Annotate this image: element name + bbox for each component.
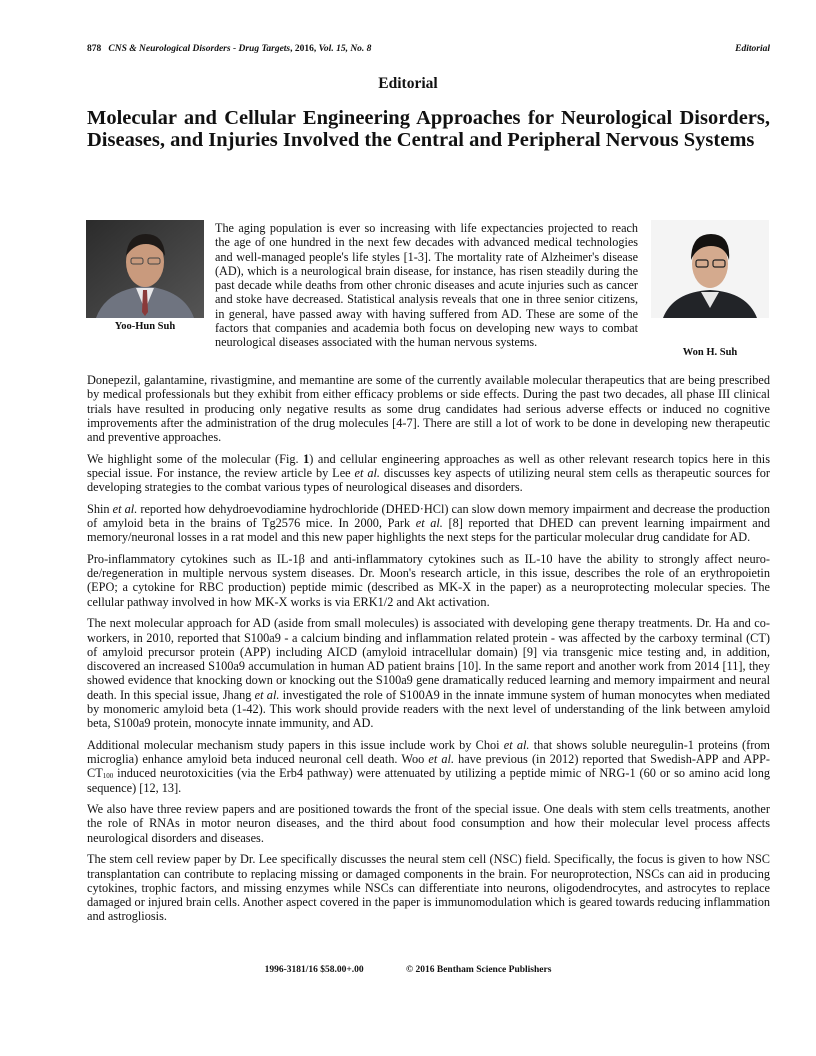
text-run: We highlight some of the molecular (Fig. (87, 451, 304, 466)
author-caption: Won H. Suh (682, 347, 738, 358)
page-number: 878 (87, 44, 102, 54)
body-paragraph (87, 373, 770, 444)
text-run: The stem cell review paper by Dr. Lee specifically discusses the neural stem cell (NSC) field. Specifically, the focus is given to how NSC transplantation can contribute to replacing missing or damaged components in the brain. For neuroprotection, NSCs can aid in producing cytokines, trophic factors, and missing enzymes while NSCs can differentiate into neurons, oligodendrocytes, and astrocytes to replace damaged or injured brain cells. Another aspect covered in the paper is immunomodulation which is geared towards reducing inflammation and astrogliosis. (87, 852, 770, 924)
journal-citation (87, 44, 371, 54)
text-run: reported how dehydroevodiamine hydrochloride (DHED·HCl) can slow down memory impairment and decrease the production of amyloid beta in the brains of Tg2576 mice. In 2000, Park (87, 501, 770, 531)
text-run: that shows soluble neuregulin-1 proteins (from microglia) enhance amyloid beta induced neuronal cell death. Woo (87, 737, 770, 767)
italic-text: et al. (254, 687, 280, 702)
italic-text: et al. (112, 501, 138, 516)
body-paragraph (87, 502, 770, 545)
page-footer (0, 965, 816, 975)
copyright: © 2016 Bentham Science Publishers (406, 965, 552, 975)
article-type: Editorial (378, 75, 438, 92)
text-run: investigated the role of S100A9 in the innate immune system of human monocytes when mediated by monomeric amyloid beta (1-42). This work should provide readers with the next level of understanding of the link between amyloid beta, S100a9 protein, monocyte innate immunity, and AD. (87, 687, 770, 731)
body-paragraph (87, 552, 770, 609)
text-run: Shin (87, 501, 113, 516)
body-paragraph (87, 452, 770, 495)
text-run: Pro-inflammatory cytokines such as IL-1β and anti-inflammatory cytokines such as IL-10 have the ability to strongly affect neuro-de/regeneration in multiple nervous system diseases. Dr. Moon's research article, in this issue, describes the role of an erythropoietin (EPO; a cytokine for RBC production) peptide mimic (described as MK-X in the paper) as a neuroprotecting molecular species. The cellular pathway involved in how MK-X works is via ERK1/2 and Akt activation. (87, 551, 770, 609)
intro-paragraph: The aging population is ever so increasing with life expectancies projected to reach the age of one hundred in the next few decades with advanced medical technologies and well-managed people's life styles [1-3]. The mortality rate of Alzheimer's disease (AD), which is a neurological brain disease, for instance, has risen steadily during the past decade while deaths from other chronic diseases and acute injuries such as cancer and stoke have decreased. Statistical analysis reveals that one in three senior citizens, in general, have passed away with having suffered from AD. These are some of the factors that companies and academia both focus on developing new ways to combat neurological diseases associated with the human nervous systems. (215, 221, 638, 350)
body-paragraph (87, 802, 770, 845)
author-caption: Yoo-Hun Suh (114, 321, 176, 332)
article-title: Molecular and Cellular Engineering Approaches for Neurological Disorders, Diseases, and Injuries Involved the Central and Peripheral Nervous Systems (87, 107, 770, 151)
text-run: discusses key aspects of utilizing neural stem cells as therapeutic sources for developing strategies to the combat various types of neurological diseases and disorders. (87, 465, 770, 495)
journal-name: CNS & Neurological Disorders - Drug Targets (108, 44, 291, 54)
section-label: Editorial (735, 44, 770, 54)
author-photo-won-h-suh (651, 220, 769, 318)
journal-volume: Vol. 15, No. 8 (318, 44, 372, 54)
text-run: induced neurotoxicities (via the Erb4 pathway) were attenuated by utilizing a peptide mimic of NRG-1 (60 or so amino acid long sequence) [12, 13]. (87, 766, 770, 795)
body-paragraph (87, 852, 770, 923)
text-run: The next molecular approach for AD (aside from small molecules) is associated with developing gene therapy treatments. Dr. Ha and co-workers, in 2010, reported that S100a9 - a calcium binding and inflammation related protein - was affected by the carboxy terminal (CT) of amyloid precursor protein (APP) including AICD (amyloid intracellular domain) [9] via transgenic mice testing and, in addition, discovered an increased S100a9 accumulation in human AD patient brains [10]. In the same report and another work from 2014 [11], they showed evidence that knocking down or knocking out the S100a9 gene dramatically reduced learning and memory impairment and neural death. In this special issue, Jhang (87, 616, 770, 702)
text-run: Donepezil, galantamine, rivastigmine, and memantine are some of the currently available molecular therapeutics that are being prescribed by medical professionals but they exhibit from either efficacy problems or side effects. During the past two decades, all phase III clinical trials have resulted in producing only negative results as some drug candidates had serious adverse effects or induced no cognitive improvements after the administration of the drug molecules [4-7]. There are still a lot of work to be done in developing new therapeutic and preventive approaches. (87, 373, 770, 445)
italic-text: et al. (415, 516, 443, 531)
italic-text: et al. (503, 737, 530, 752)
article-body (87, 373, 770, 931)
body-paragraph (87, 616, 770, 730)
author-photo-yoo-hun-suh (86, 220, 204, 318)
italic-text: et al. (354, 465, 380, 480)
text-run: Additional molecular mechanism study papers in this issue include work by Choi (87, 737, 504, 752)
text-run: have previous (in 2012) reported that Swedish-APP and APP-CT (87, 752, 770, 781)
text-run: We also have three review papers and are positioned towards the front of the special issue. One deals with stem cells treatments, another the role of RNAs in motor neuron diseases, and the third about food consumption and how their molecular level process affects neurological disorders and diseases. (87, 802, 770, 845)
running-header (87, 44, 770, 54)
bold-text: 1 (303, 451, 310, 466)
italic-text: et al. (428, 752, 455, 767)
issn-price: 1996-3181/16 $58.00+.00 (264, 965, 364, 975)
body-paragraph (87, 738, 770, 795)
text-run: ) and cellular engineering approaches as well as other relevant research topics here in this special issue. For instance, the review article by Lee (87, 451, 770, 480)
journal-year: , 2016, (290, 44, 319, 54)
subscript-text: 100 (102, 772, 114, 781)
text-run: [8] reported that DHED can prevent learning impairment and memory/neuronal losses in a rat model and this new paper highlights the next steps for the particular molecular drug candidate for AD. (87, 516, 770, 545)
